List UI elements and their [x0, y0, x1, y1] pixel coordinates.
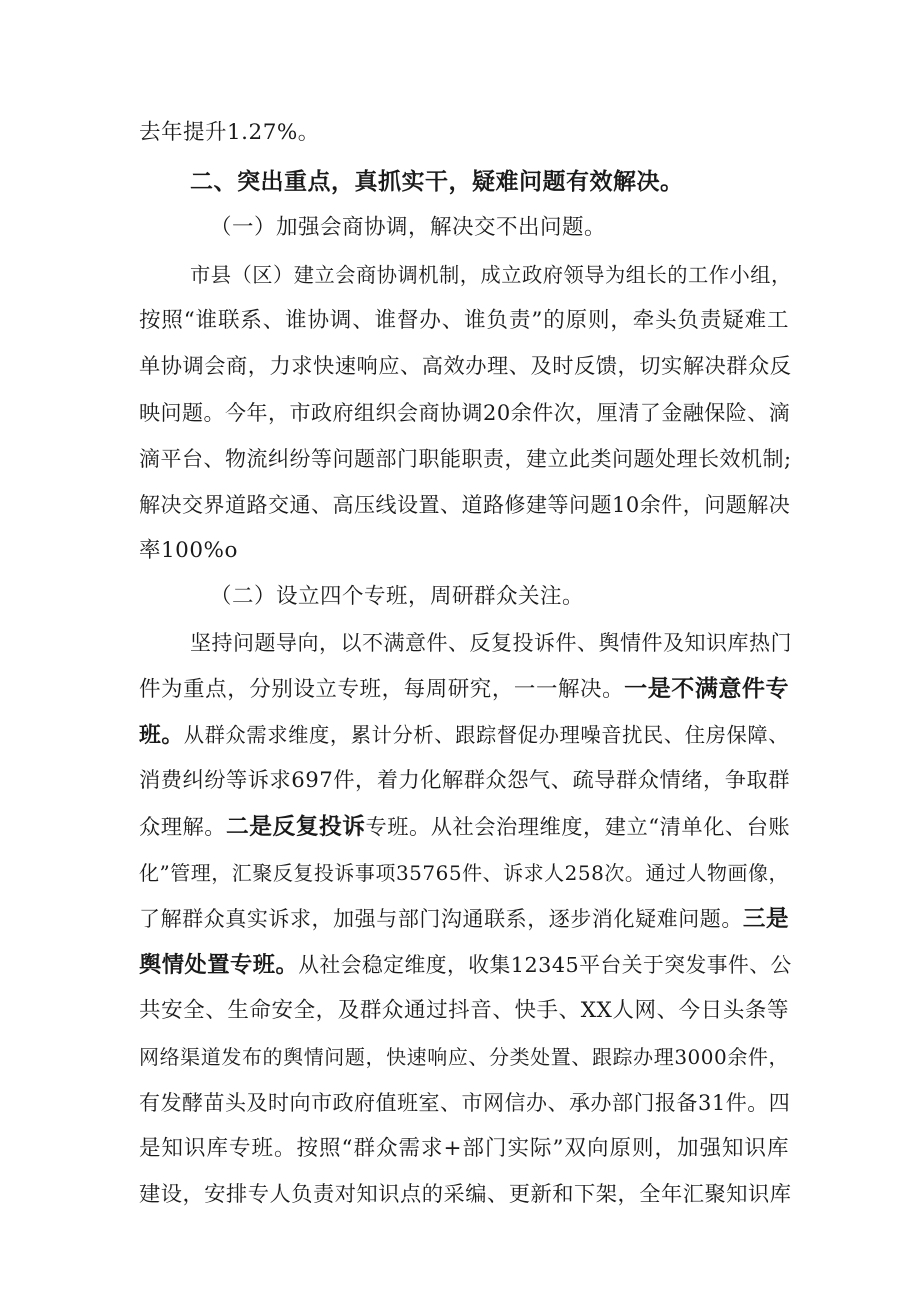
- text-line: 化”管理，汇聚反复投诉事项35765件、诉求人258次。通过人物画像，: [139, 861, 789, 885]
- emphasis-run: 舆情处置专班。: [139, 952, 299, 978]
- text-run: 专班。从社会治理维度，建立“清单化、台账: [365, 815, 791, 840]
- text-line: 是知识库专班。按照“群众需求+部门实际”双向原则，加强知识库: [139, 1136, 789, 1161]
- emphasis-run: 一是不满意件专: [624, 676, 789, 702]
- section-heading: 二、突出重点，真抓实干，疑难问题有效解决。: [190, 169, 684, 195]
- text-line: 去年提升1.27%。: [139, 120, 320, 145]
- text-run: 从社会稳定维度，收集12345平台关于突发事件、公: [298, 953, 792, 977]
- text-line: [139, 950, 792, 980]
- text-line: 有发酵苗头及时向市政府值班室、市网信办、承办部门报备31件。四: [139, 1091, 791, 1115]
- emphasis-run: 班。: [139, 723, 184, 748]
- emphasis-run: 二是反复投诉: [226, 814, 366, 840]
- text-line: 消费纠纷等诉求697件，着力化解群众怨气、疏导群众情绪，争取群: [139, 768, 791, 793]
- text-run: 从群众需求维度，累计分析、跟踪督促办理噪音扰民、住房保障、: [183, 723, 789, 747]
- subsection-heading: （二）设立四个专班，周研群众关注。: [210, 584, 585, 609]
- text-line: 率100%o: [139, 538, 238, 563]
- text-line: 解决交界道路交通、高压线设置、道路修建等问题10余件，问题解决: [139, 493, 791, 517]
- text-line: 单协调会商，力求快速响应、高效办理、及时反馈，切实解决群众反: [139, 354, 792, 379]
- text-line: 按照“谁联系、谁协调、谁督办、谁负责”的原则，牵头负责疑难工: [139, 308, 789, 333]
- text-line: 网络渠道发布的舆情问题，快速响应、分类处置、跟踪办理3000余件，: [139, 1045, 789, 1069]
- text-run: 件为重点，分别设立专班，每周研究，一一解决。: [139, 677, 625, 702]
- text-line: 映问题。今年，市政府组织会商协调20余件次，厘清了金融保险、滴: [139, 401, 791, 425]
- text-line: 市县（区）建立会商协调机制，成立政府领导为组长的工作小组，: [190, 263, 792, 287]
- subsection-heading: （一）加强会商协调，解决交不出问题。: [210, 215, 607, 240]
- text-line: [139, 812, 789, 843]
- text-line: 共安全、生命安全，及群众通过抖音、快手、XX人网、今日头条等: [139, 998, 789, 1023]
- text-line: [139, 720, 789, 751]
- text-line: 滴平台、物流纠纷等问题部门职能职责，建立此类问题处理长效机制;: [139, 447, 792, 471]
- text-line: [139, 904, 789, 934]
- emphasis-run: 三是: [742, 906, 789, 932]
- text-line: 坚持问题导向，以不满意件、反复投诉件、舆情件及知识库热门: [190, 631, 792, 655]
- text-line: [139, 674, 789, 705]
- text-line: 建设，安排专人负责对知识点的采编、更新和下架，全年汇聚知识库: [139, 1182, 792, 1207]
- text-run: 众理解。: [139, 815, 227, 840]
- text-run: 了解群众真实诉求，加强与部门沟通联系，逐步消化疑难问题。: [139, 907, 743, 931]
